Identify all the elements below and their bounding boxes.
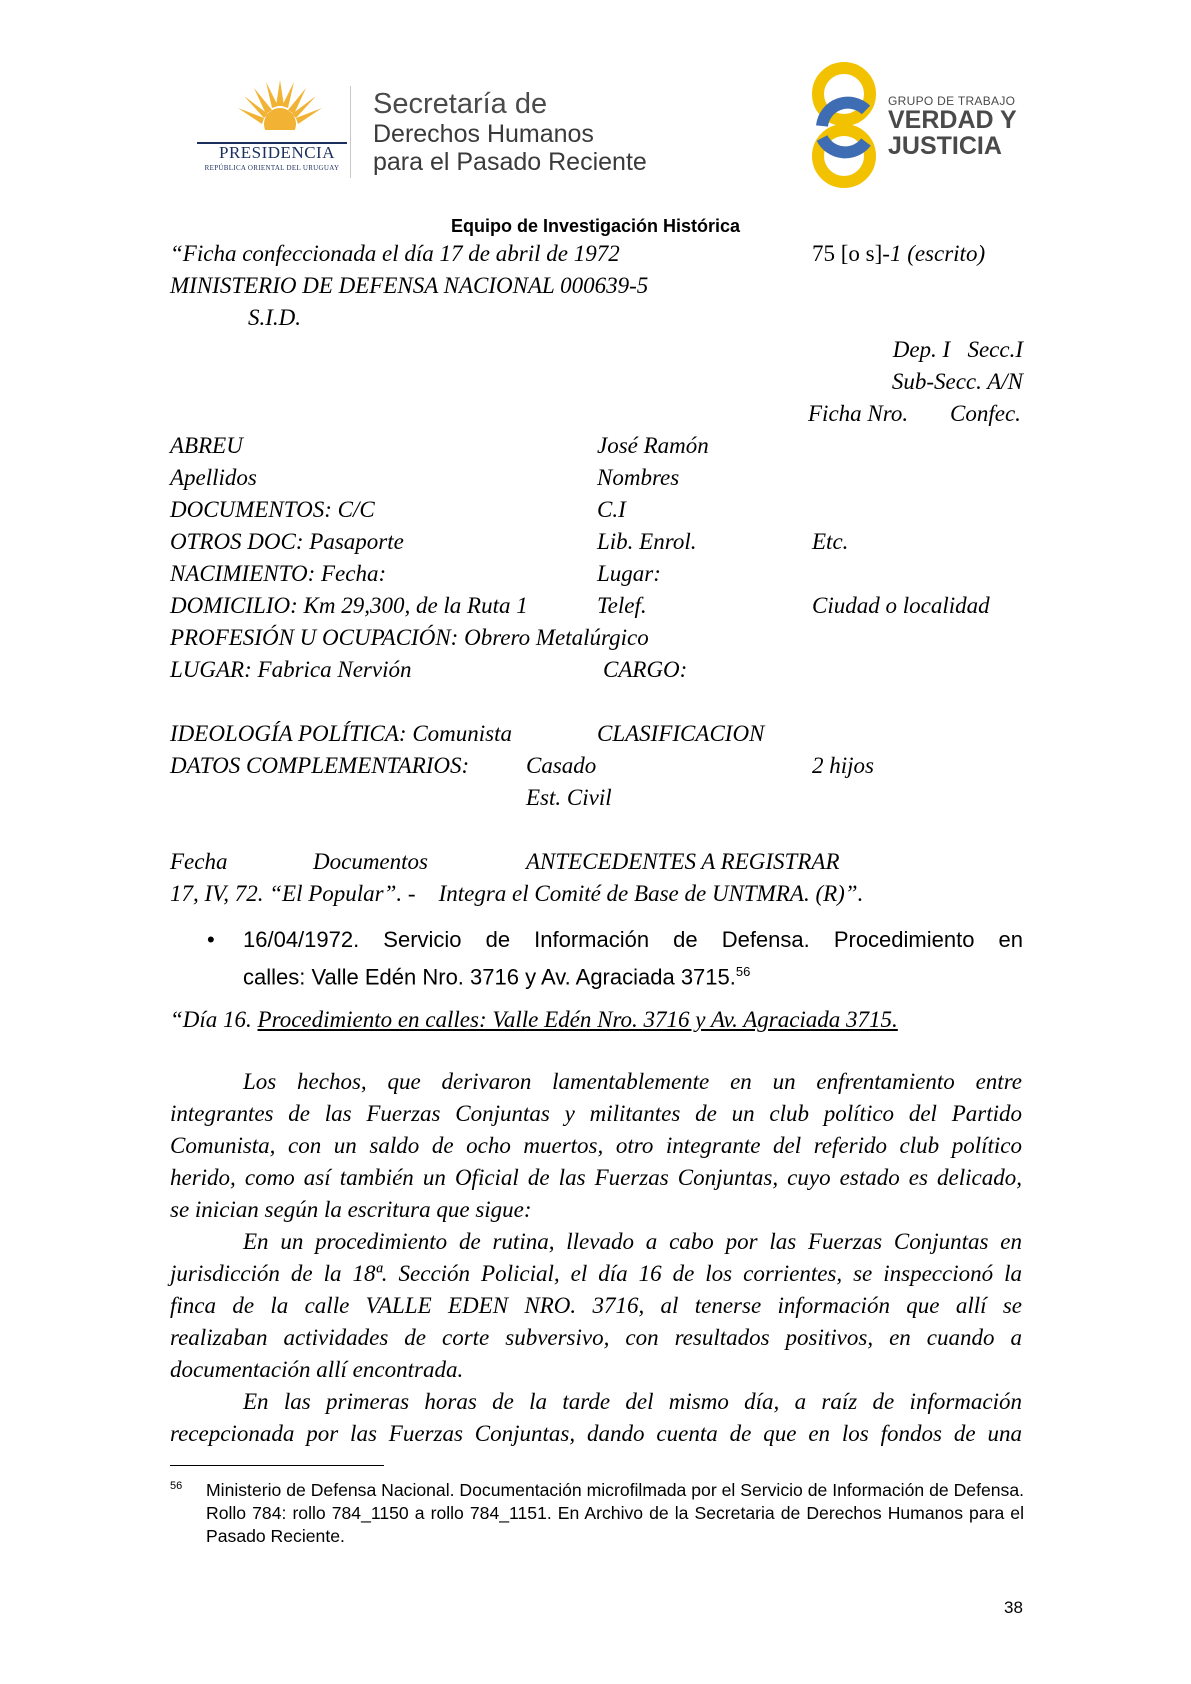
row-1-c1: Apellidos bbox=[170, 465, 257, 490]
row-5-c2: Telef. bbox=[597, 593, 647, 618]
republica-label: REPÚBLICA ORIENTAL DEL URUGUAY bbox=[204, 164, 340, 172]
body-line-10: En las primeras horas de la tarde del mismo día, a raíz de información bbox=[243, 1389, 1022, 1414]
body-line-9: documentación allí encontrada. bbox=[170, 1357, 464, 1382]
row-2-c1: DOCUMENTOS: C/C bbox=[170, 497, 375, 522]
profesion-line: PROFESIÓN U OCUPACIÓN: Obrero Metalúrgico bbox=[170, 625, 649, 650]
bullet-line-2-text: calles: Valle Edén Nro. 3716 y Av. Agraciada 3715. bbox=[243, 964, 736, 990]
footnote-rule bbox=[170, 1465, 384, 1466]
ficha-number bbox=[812, 238, 985, 270]
dia-prefix: “Día 16. bbox=[170, 1007, 258, 1032]
sid-line: S.I.D. bbox=[248, 305, 302, 330]
row-0-c1: ABREU bbox=[170, 433, 243, 458]
header-separator bbox=[350, 86, 351, 178]
row-3-c2: Lib. Enrol. bbox=[597, 529, 697, 554]
bullet-line-1: 16/04/1972. Servicio de Información de Defensa. Procedimiento en bbox=[243, 927, 1023, 952]
ministerio-line: MINISTERIO DE DEFENSA NACIONAL 000639-5 bbox=[170, 273, 649, 298]
clasificacion-label: CLASIFICACION bbox=[597, 721, 765, 746]
page-number: 38 bbox=[1004, 1598, 1023, 1617]
antecedentes-header: ANTECEDENTES A REGISTRAR bbox=[526, 849, 840, 874]
ficha-nro-label: Ficha Nro. bbox=[808, 401, 909, 426]
body-line-2: Comunista, con un saldo de ocho muertos, otro integrante del referido club político bbox=[170, 1133, 1022, 1158]
body-line-0: Los hechos, que derivaron lamentablemente en un enfrentamiento entre bbox=[243, 1069, 1022, 1094]
body-line-5: En un procedimiento de rutina, llevado a cabo por las Fuerzas Conjuntas en bbox=[243, 1229, 1022, 1254]
confec-label: Confec. bbox=[950, 401, 1021, 426]
ideologia-line: IDEOLOGÍA POLÍTICA: Comunista bbox=[170, 721, 513, 746]
secretaria-line-3: para el Pasado Reciente bbox=[373, 148, 647, 176]
team-title: Equipo de Investigación Histórica bbox=[450, 216, 741, 236]
dia-underlined: Procedimiento en calles: Valle Edén Nro. 3716 y Av. Agraciada 3715. bbox=[257, 1007, 898, 1032]
presidencia-label: PRESIDENCIA bbox=[218, 143, 335, 162]
est-civil-label: Est. Civil bbox=[526, 785, 612, 810]
bullet-symbol: • bbox=[207, 927, 215, 952]
cargo-label: CARGO: bbox=[603, 657, 688, 682]
dep-line: Dep. I Secc.I bbox=[892, 337, 1023, 362]
verdad-justicia-rings-logo bbox=[808, 60, 900, 190]
antecedente-entry: 17, IV, 72. “El Popular”. - Integra el Comité de Base de UNTMRA. (R)”. bbox=[170, 881, 864, 906]
fecha-header: Fecha bbox=[170, 849, 228, 874]
footnote-text: Ministerio de Defensa Nacional. Documentación microfilmada por el Servicio de Información de Defensa. Rollo 784: rollo 784_1150 a rollo 784_1151. En Archivo de la Secretaria de Derechos Humanos para el Pasado Reciente. bbox=[206, 1480, 1024, 1546]
dia-heading bbox=[170, 1004, 898, 1036]
bullet-line-2 bbox=[243, 956, 750, 993]
body-line-7: finca de la calle VALLE EDEN NRO. 3716, al tenerse información que allí se bbox=[170, 1293, 1022, 1318]
row-1-c2: Nombres bbox=[597, 465, 680, 490]
footnote-ref[interactable]: 56 bbox=[735, 964, 751, 979]
row-2-c2: C.I bbox=[597, 497, 626, 522]
row-5-c3: Ciudad o localidad bbox=[812, 593, 990, 618]
ficha-line-1: “Ficha confeccionada el día 17 de abril de 1972 bbox=[170, 241, 620, 266]
subsecc-line: Sub-Secc. A/N bbox=[891, 369, 1023, 394]
documentos-header: Documentos bbox=[313, 849, 428, 874]
datos-label: DATOS COMPLEMENTARIOS: bbox=[170, 753, 470, 778]
body-line-1: integrantes de las Fuerzas Conjuntas y militantes de un club político del Partido bbox=[170, 1101, 1022, 1126]
footnote-number: 56 bbox=[170, 1480, 183, 1492]
row-4-c1: NACIMIENTO: Fecha: bbox=[170, 561, 387, 586]
grupo-label-1: GRUPO DE TRABAJO bbox=[888, 94, 1016, 108]
row-5-c1: DOMICILIO: Km 29,300, de la Ruta 1 bbox=[170, 593, 528, 618]
presidencia-sun-logo bbox=[234, 78, 326, 138]
body-line-6: jurisdicción de la 18ª. Sección Policial, el día 16 de los corrientes, se inspeccionó la bbox=[170, 1261, 1022, 1286]
hijos-label: 2 hijos bbox=[812, 753, 874, 778]
body-line-8: realizaban actividades de corte subversivo, con resultados positivos, en cuando a bbox=[170, 1325, 1022, 1350]
body-line-11: recepcionada por las Fuerzas Conjuntas, dando cuenta de que en los fondos de una bbox=[170, 1421, 1022, 1446]
body-line-3: herido, como así también un Oficial de las Fuerzas Conjuntas, cuyo estado es delicado, bbox=[170, 1165, 1022, 1190]
ficha-number-italic: 1 (escrito) bbox=[889, 241, 986, 266]
casado-label: Casado bbox=[526, 753, 597, 778]
grupo-label-3: JUSTICIA bbox=[888, 132, 1002, 160]
ficha-number-plain: 75 [o s]- bbox=[812, 241, 890, 266]
row-0-c2: José Ramón bbox=[597, 433, 709, 458]
row-3-c1: OTROS DOC: Pasaporte bbox=[170, 529, 404, 554]
secretaria-line-2: Derechos Humanos bbox=[373, 120, 594, 148]
row-3-c3: Etc. bbox=[812, 529, 849, 554]
row-4-c2: Lugar: bbox=[597, 561, 661, 586]
lugar-line: LUGAR: Fabrica Nervión bbox=[170, 657, 412, 682]
grupo-label-2: VERDAD Y bbox=[888, 106, 1017, 134]
body-line-4: se inician según la escritura que sigue: bbox=[170, 1197, 532, 1222]
secretaria-line-1: Secretaría de bbox=[373, 88, 548, 120]
